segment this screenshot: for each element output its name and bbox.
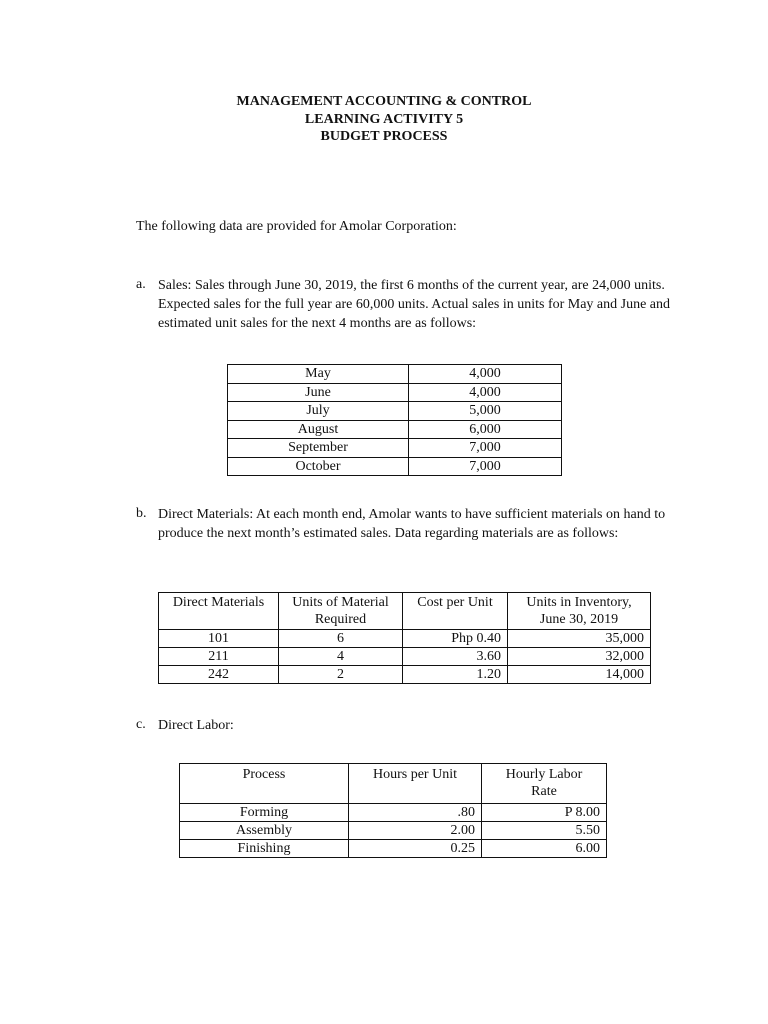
- hours-per-unit-cell: 2.00: [349, 822, 482, 840]
- process-cell: Finishing: [180, 840, 349, 858]
- hourly-rate-cell: 6.00: [482, 840, 607, 858]
- section-b-text: Direct Materials: At each month end, Amolar wants to have sufficient materials on hand to produce the next month’s estimated sales. Data regarding materials are as follows:: [158, 507, 666, 541]
- hours-per-unit-cell: 0.25: [349, 840, 482, 858]
- header-units-required: [279, 593, 403, 630]
- header-direct-materials: Direct Materials: [159, 593, 279, 630]
- process-cell: Forming: [180, 804, 349, 822]
- title-line-topic: BUDGET PROCESS: [320, 129, 448, 144]
- intro-paragraph: The following data are provided for Amolar Corporation:: [136, 219, 457, 234]
- sales-month-cell: July: [228, 402, 409, 421]
- header-cost-per-unit: Cost per Unit: [403, 593, 508, 630]
- table-header-row: [159, 593, 651, 630]
- section-direct-materials: [136, 505, 676, 543]
- inventory-cell: 35,000: [508, 630, 651, 648]
- table-row: [180, 804, 607, 822]
- header-hourly-labor-rate: [482, 764, 607, 804]
- material-id-cell: 242: [159, 666, 279, 684]
- inventory-cell: 14,000: [508, 666, 651, 684]
- table-row: [180, 822, 607, 840]
- material-id-cell: 211: [159, 648, 279, 666]
- section-c-marker: c.: [136, 717, 146, 732]
- table-header-row: [180, 764, 607, 804]
- table-row: [228, 365, 562, 384]
- section-c-text: Direct Labor:: [158, 718, 234, 733]
- header-units-in-inventory-line2: June 30, 2019: [539, 612, 619, 627]
- sales-month-cell: June: [228, 383, 409, 402]
- table-row: [228, 457, 562, 476]
- process-cell: Assembly: [180, 822, 349, 840]
- sales-units-cell: 5,000: [409, 402, 562, 421]
- header-process: Process: [180, 764, 349, 804]
- header-hours-per-unit: Hours per Unit: [349, 764, 482, 804]
- sales-month-cell: September: [228, 439, 409, 458]
- units-required-cell: 6: [279, 630, 403, 648]
- table-row: [159, 666, 651, 684]
- inventory-cell: 32,000: [508, 648, 651, 666]
- sales-month-cell: May: [228, 365, 409, 384]
- sales-units-cell: 4,000: [409, 365, 562, 384]
- section-sales: [136, 276, 676, 333]
- labor-table: [179, 763, 607, 858]
- title-line-activity: LEARNING ACTIVITY 5: [304, 111, 464, 127]
- sales-units-cell: 7,000: [409, 457, 562, 476]
- hourly-rate-cell: P 8.00: [482, 804, 607, 822]
- sales-units-cell: 6,000: [409, 420, 562, 439]
- cost-per-unit-cell: 3.60: [403, 648, 508, 666]
- hours-per-unit-cell: .80: [349, 804, 482, 822]
- header-units-required-line1: Units of Material: [292, 595, 389, 610]
- material-id-cell: 101: [159, 630, 279, 648]
- table-row: [180, 840, 607, 858]
- header-units-in-inventory-line1: Units in Inventory,: [526, 595, 632, 610]
- materials-table: [158, 592, 651, 684]
- table-row: [228, 402, 562, 421]
- sales-table: [227, 364, 562, 476]
- header-hourly-labor-rate-line1: Hourly Labor: [505, 767, 583, 782]
- header-units-required-line2: Required: [314, 612, 367, 627]
- table-row: [159, 648, 651, 666]
- sales-month-cell: October: [228, 457, 409, 476]
- header-units-in-inventory: [508, 593, 651, 630]
- units-required-cell: 2: [279, 666, 403, 684]
- units-required-cell: 4: [279, 648, 403, 666]
- sales-month-cell: August: [228, 420, 409, 439]
- sales-units-cell: 4,000: [409, 383, 562, 402]
- hourly-rate-cell: 5.50: [482, 822, 607, 840]
- sales-units-cell: 7,000: [409, 439, 562, 458]
- document-title: [0, 93, 768, 146]
- section-a-marker: a.: [136, 277, 146, 292]
- cost-per-unit-cell: 1.20: [403, 666, 508, 684]
- section-a-text: Sales: Sales through June 30, 2019, the first 6 months of the current year, are 24,000 units. Expected sales for the full year are 60,000 units. Actual sales in units for May and June and estimated unit sales for the next 4 months are as follows:: [158, 278, 671, 331]
- cost-per-unit-cell: Php 0.40: [403, 630, 508, 648]
- title-line-course: MANAGEMENT ACCOUNTING & CONTROL: [236, 94, 532, 109]
- section-b-marker: b.: [136, 506, 147, 521]
- table-row: [228, 420, 562, 439]
- section-direct-labor: [136, 716, 676, 735]
- table-row: [159, 630, 651, 648]
- header-hourly-labor-rate-line2: Rate: [531, 784, 557, 799]
- table-row: [228, 383, 562, 402]
- table-row: [228, 439, 562, 458]
